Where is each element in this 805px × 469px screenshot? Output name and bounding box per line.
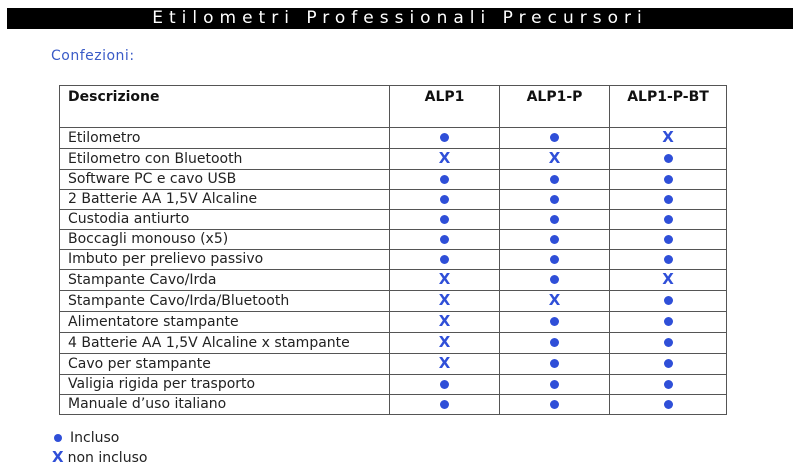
availability-cell (390, 210, 500, 230)
availability-cell (500, 333, 610, 354)
row-description: Imbuto per prelievo passivo (60, 250, 390, 270)
included-dot-icon (550, 255, 559, 264)
table-row (60, 291, 727, 312)
not-included-x-icon: X (438, 354, 451, 372)
availability-cell (390, 333, 500, 354)
availability-cell (610, 149, 727, 170)
included-dot-icon (664, 195, 673, 204)
included-dot-icon (440, 133, 449, 142)
included-dot-icon (664, 317, 673, 326)
availability-cell (610, 128, 727, 149)
row-description: Custodia antiurto (60, 210, 390, 230)
row-description: Stampante Cavo/Irda (60, 270, 390, 291)
included-dot-icon (664, 296, 673, 305)
not-included-x-icon: X (662, 128, 674, 146)
table-row (60, 312, 727, 333)
not-included-x-icon: X (548, 149, 561, 167)
included-dot-icon (440, 400, 449, 409)
included-dot-icon (664, 359, 673, 368)
availability-cell (390, 291, 500, 312)
table-row (60, 128, 727, 149)
availability-cell (390, 128, 500, 149)
availability-cell (390, 312, 500, 333)
availability-cell (500, 250, 610, 270)
availability-cell (610, 190, 727, 210)
availability-cell (500, 395, 610, 415)
not-included-x-icon: X (438, 270, 451, 288)
included-dot-icon (550, 317, 559, 326)
included-dot-icon (664, 154, 673, 163)
row-description: Boccagli monouso (x5) (60, 230, 390, 250)
availability-cell (390, 230, 500, 250)
header-alp1-p-bt: ALP1-P-BT (610, 86, 727, 128)
availability-cell (500, 312, 610, 333)
availability-cell (390, 250, 500, 270)
table-header-row (60, 86, 727, 128)
included-dot-icon (664, 235, 673, 244)
availability-cell (390, 190, 500, 210)
row-description: Etilometro (60, 128, 390, 149)
availability-cell (610, 270, 727, 291)
availability-cell (500, 291, 610, 312)
included-dot-icon (664, 175, 673, 184)
availability-cell (610, 354, 727, 375)
table-row (60, 190, 727, 210)
row-description: Manuale d’uso italiano (60, 395, 390, 415)
package-contents-table (59, 85, 727, 415)
section-subtitle: Confezioni: (51, 48, 135, 64)
legend-included (52, 430, 119, 446)
included-dot-icon (550, 195, 559, 204)
table-row (60, 149, 727, 170)
row-description: Valigia rigida per trasporto (60, 375, 390, 395)
availability-cell (500, 375, 610, 395)
included-dot-icon (440, 380, 449, 389)
row-description: 2 Batterie AA 1,5V Alcaline (60, 190, 390, 210)
row-description: Alimentatore stampante (60, 312, 390, 333)
availability-cell (500, 170, 610, 190)
table-row (60, 270, 727, 291)
not-included-x-icon: X (438, 149, 451, 167)
included-dot-icon (440, 215, 449, 224)
availability-cell (610, 312, 727, 333)
availability-cell (500, 210, 610, 230)
availability-cell (390, 354, 500, 375)
table-row (60, 395, 727, 415)
included-dot-icon (550, 275, 559, 284)
table-row (60, 230, 727, 250)
row-description: 4 Batterie AA 1,5V Alcaline x stampante (60, 333, 390, 354)
included-dot-icon (440, 255, 449, 264)
included-dot-icon (664, 215, 673, 224)
availability-cell (610, 230, 727, 250)
legend-not-included (52, 448, 147, 466)
availability-cell (610, 210, 727, 230)
availability-cell (500, 149, 610, 170)
availability-cell (390, 270, 500, 291)
included-dot-icon (550, 215, 559, 224)
included-dot-icon (550, 380, 559, 389)
included-dot-icon (664, 255, 673, 264)
header-alp1: ALP1 (390, 86, 500, 128)
table-row (60, 250, 727, 270)
availability-cell (610, 291, 727, 312)
table-row (60, 375, 727, 395)
header-descrizione: Descrizione (60, 86, 390, 128)
not-included-x-icon: X (52, 448, 64, 466)
availability-cell (500, 270, 610, 291)
not-included-x-icon: X (438, 333, 451, 351)
header-alp1-p: ALP1-P (500, 86, 610, 128)
row-description: Software PC e cavo USB (60, 170, 390, 190)
row-description: Cavo per stampante (60, 354, 390, 375)
included-dot-icon (440, 175, 449, 184)
page-title: Etilometri Professionali Precursori (7, 8, 793, 29)
availability-cell (610, 395, 727, 415)
table-row (60, 333, 727, 354)
not-included-x-icon: X (548, 291, 561, 309)
availability-cell (390, 170, 500, 190)
included-dot-icon (550, 175, 559, 184)
legend-included-label: Incluso (70, 430, 120, 446)
table-row (60, 354, 727, 375)
not-included-x-icon: X (662, 270, 674, 288)
availability-cell (610, 170, 727, 190)
availability-cell (500, 230, 610, 250)
included-dot-icon (550, 133, 559, 142)
legend-not-included-label: non incluso (67, 450, 148, 466)
availability-cell (390, 375, 500, 395)
row-description: Etilometro con Bluetooth (60, 149, 390, 170)
not-included-x-icon: X (438, 312, 451, 330)
availability-cell (610, 250, 727, 270)
included-dot-icon (550, 359, 559, 368)
included-dot-icon (550, 338, 559, 347)
table-row (60, 170, 727, 190)
availability-cell (390, 149, 500, 170)
availability-cell (610, 333, 727, 354)
included-dot-icon (440, 235, 449, 244)
availability-cell (500, 354, 610, 375)
included-dot-icon (550, 235, 559, 244)
included-dot-icon (440, 195, 449, 204)
included-dot-icon (664, 380, 673, 389)
not-included-x-icon: X (438, 291, 451, 309)
availability-cell (390, 395, 500, 415)
included-dot-icon (550, 400, 559, 409)
included-dot-icon (664, 400, 673, 409)
availability-cell (610, 375, 727, 395)
table-row (60, 210, 727, 230)
included-dot-icon (664, 338, 673, 347)
availability-cell (500, 190, 610, 210)
table-body (60, 128, 727, 415)
availability-cell (500, 128, 610, 149)
row-description: Stampante Cavo/Irda/Bluetooth (60, 291, 390, 312)
included-dot-icon (54, 434, 62, 442)
